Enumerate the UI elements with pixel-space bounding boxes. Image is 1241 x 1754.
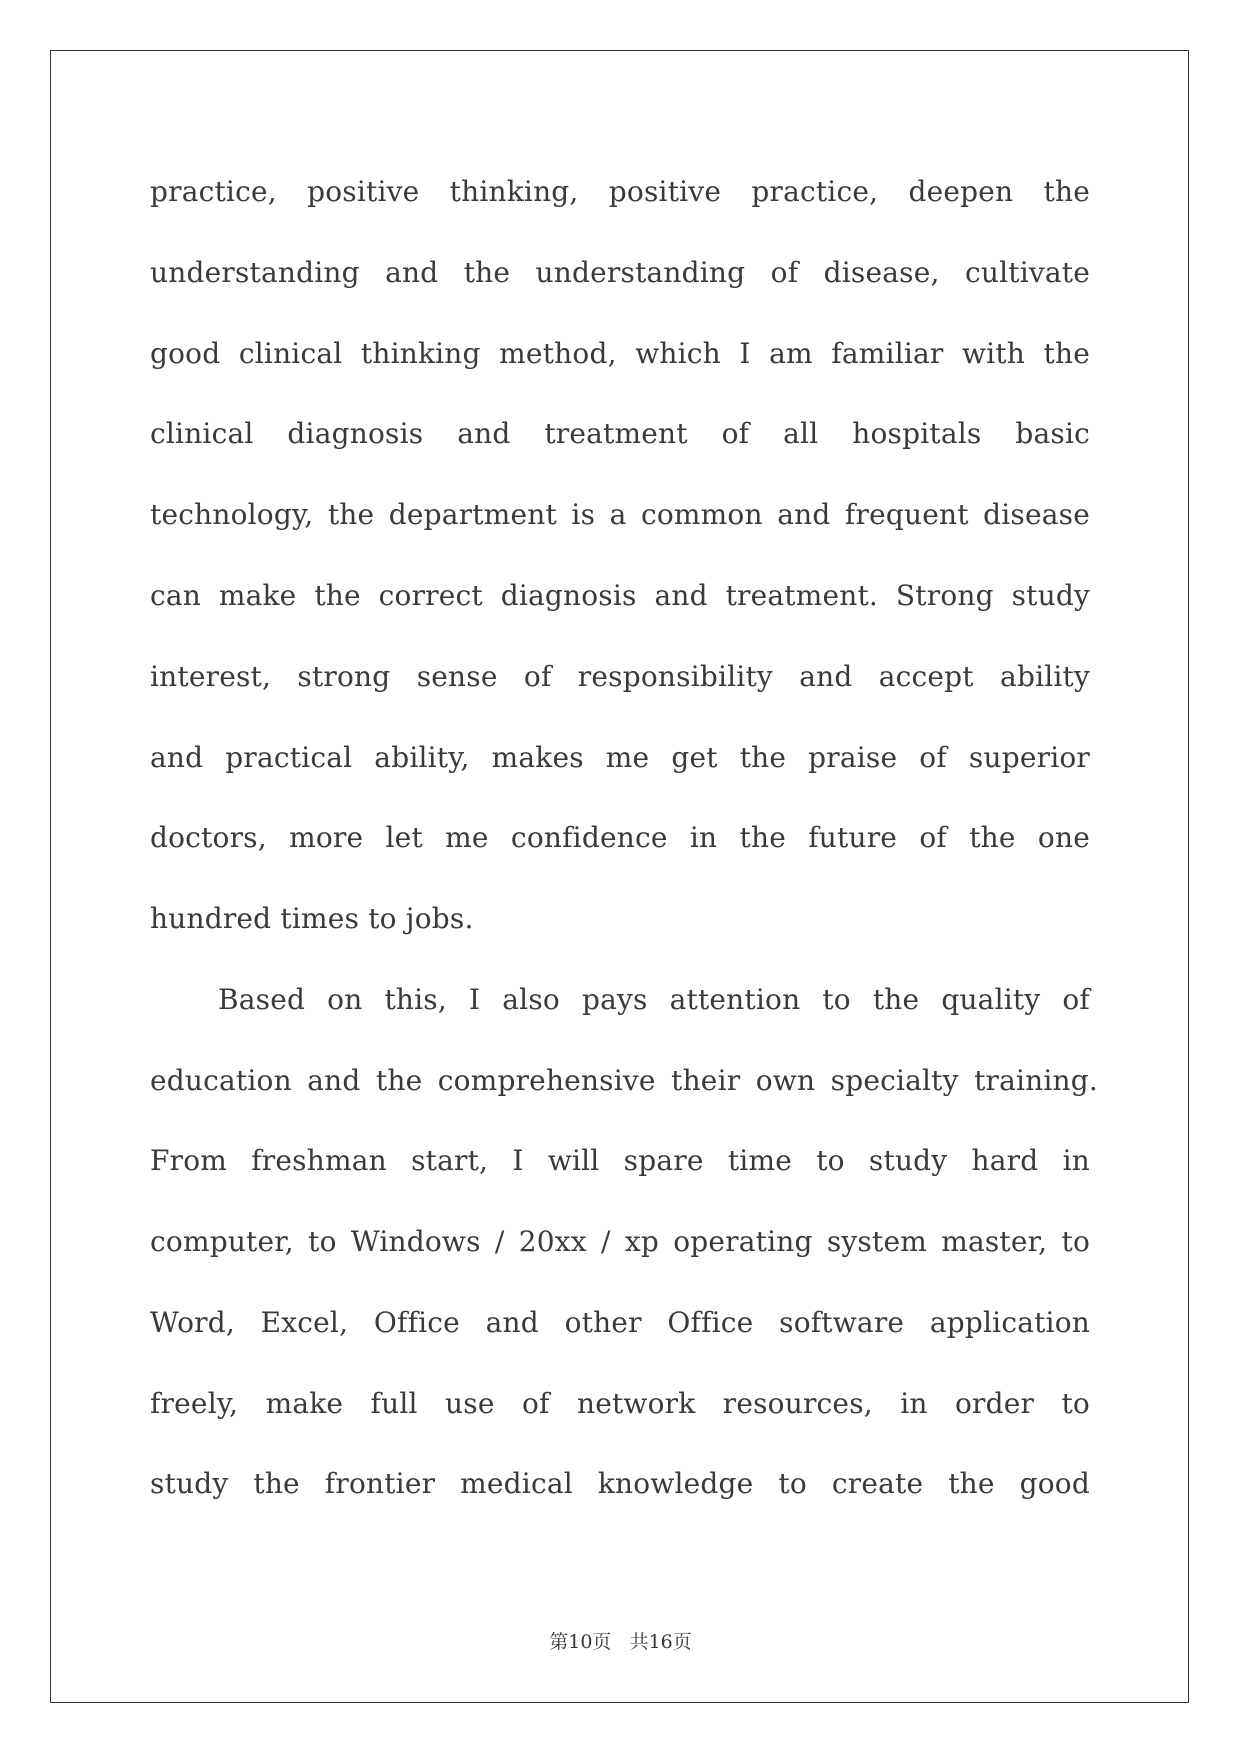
text-line: freely, make full use of network resources, in order to — [150, 1387, 1090, 1420]
paragraph-first-line: Based on this, I also pays attention to the quality of — [218, 983, 1090, 1016]
text-line: Word, Excel, Office and other Office software application — [150, 1306, 1090, 1339]
text-line: can make the correct diagnosis and treatment. Strong study — [150, 579, 1090, 612]
text-line: education and the comprehensive their own specialty training. — [150, 1064, 1098, 1097]
text-line: hundred times to jobs. — [150, 902, 474, 935]
text-line: clinical diagnosis and treatment of all hospitals basic — [150, 417, 1090, 450]
text-line: understanding and the understanding of disease, cultivate — [150, 256, 1090, 289]
page-footer — [0, 1630, 1241, 1654]
text-line: good clinical thinking method, which I am familiar with the — [150, 337, 1090, 370]
text-line: computer, to Windows / 20xx / xp operating system master, to — [150, 1225, 1090, 1258]
text-line: From freshman start, I will spare time to study hard in — [150, 1144, 1090, 1177]
page-number: 第10页 — [549, 1631, 612, 1653]
text-line: technology, the department is a common and frequent disease — [150, 498, 1090, 531]
text-line: doctors, more let me confidence in the future of the one — [150, 821, 1090, 854]
text-line: study the frontier medical knowledge to create the good — [150, 1467, 1090, 1500]
page-total: 共16页 — [629, 1631, 692, 1653]
text-line: and practical ability, makes me get the praise of superior — [150, 741, 1090, 774]
page-border — [50, 50, 1189, 1703]
text-line: practice, positive thinking, positive practice, deepen the — [150, 175, 1090, 208]
text-line: interest, strong sense of responsibility and accept ability — [150, 660, 1090, 693]
